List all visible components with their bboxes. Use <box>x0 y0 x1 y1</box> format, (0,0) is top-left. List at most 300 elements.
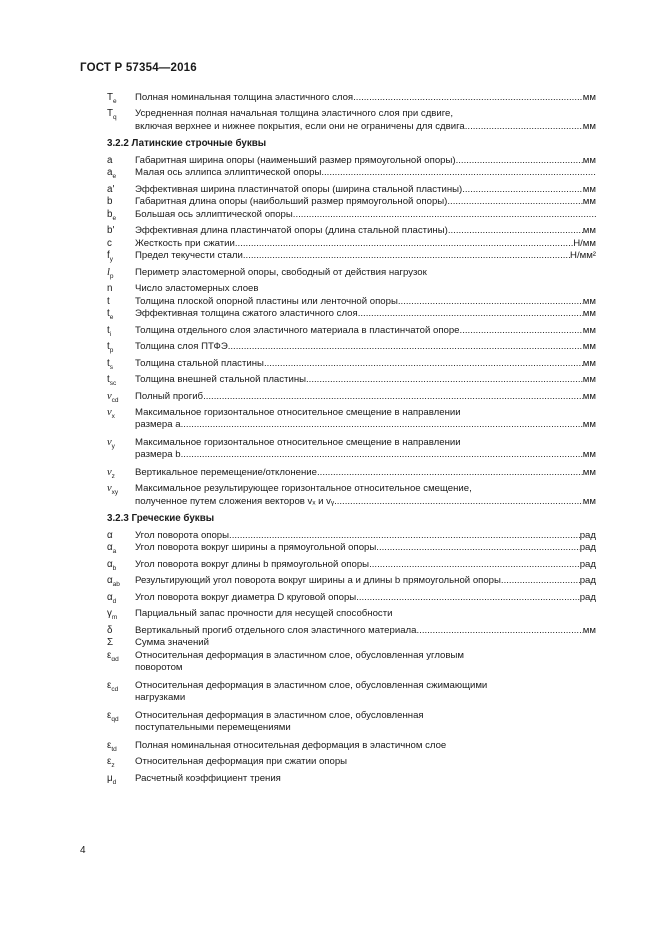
symbol-row <box>80 625 596 638</box>
symbol-letter: v <box>107 406 112 418</box>
symbol-letter: a <box>107 167 113 179</box>
description-line <box>135 121 596 134</box>
symbol-subscript: td <box>111 745 117 753</box>
dot-leader <box>353 92 583 105</box>
symbol <box>80 184 135 197</box>
symbol <box>80 437 135 462</box>
unit-label: мм <box>582 92 596 103</box>
symbol <box>80 308 135 324</box>
symbol <box>80 592 135 608</box>
symbol-row <box>80 483 596 508</box>
dot-leader <box>228 341 583 354</box>
unit-label: мм <box>582 357 596 369</box>
description-text: Вертикальный прогиб отдельного слоя эластичного материала <box>135 624 417 636</box>
symbol-row <box>80 209 596 225</box>
symbol-row <box>80 592 596 608</box>
symbol-description <box>135 680 596 705</box>
symbol-row <box>80 559 596 575</box>
symbol-subscript: z <box>111 472 115 480</box>
unit-label: мм <box>582 495 596 507</box>
symbol <box>80 575 135 591</box>
symbol-description <box>135 108 596 133</box>
description-text: Полный прогиб <box>135 390 204 402</box>
symbol <box>80 680 135 705</box>
symbol-letter: v <box>107 436 112 448</box>
unit-label: Н/мм <box>573 237 596 249</box>
symbol-letter: t <box>107 308 110 320</box>
symbol-letter: μ <box>107 772 113 784</box>
symbol-row <box>80 756 596 772</box>
description-line <box>135 341 596 354</box>
symbol-description <box>135 325 596 341</box>
symbol <box>80 108 135 133</box>
symbol-letter: l <box>107 266 110 278</box>
document-header: ГОСТ Р 57354—2016 <box>80 62 197 74</box>
symbol-description <box>135 92 596 108</box>
symbol-description <box>135 341 596 357</box>
symbol-row <box>80 773 596 789</box>
symbol-letter: α <box>107 542 113 554</box>
page-number: 4 <box>80 845 86 856</box>
symbol-row <box>80 92 596 108</box>
description-line <box>135 250 596 263</box>
unit-label: мм <box>582 341 596 353</box>
symbol-letter: a <box>107 154 113 166</box>
symbol-description <box>135 608 596 624</box>
symbol-row <box>80 167 596 183</box>
symbol-row <box>80 467 596 483</box>
symbol-subscript: x <box>111 412 115 420</box>
description-line <box>135 209 596 222</box>
symbol-row <box>80 296 596 309</box>
description-text: поступательными перемещениями <box>135 722 291 734</box>
description-line <box>135 267 596 280</box>
description-text: Эффективная толщина сжатого эластичного слоя <box>135 308 358 320</box>
description-text: полученное путем сложения векторов vₓ и vᵧ <box>135 495 335 507</box>
dot-leader <box>229 530 580 543</box>
symbol-subscript: a <box>112 548 117 556</box>
description-line <box>135 108 596 121</box>
symbol <box>80 756 135 772</box>
symbol-letter: T <box>107 92 113 103</box>
unit-label: мм <box>582 154 596 166</box>
description-line <box>135 542 596 555</box>
description-text: Относительная деформация при сжатии опоры <box>135 756 348 768</box>
unit-label: рад <box>579 529 596 541</box>
dot-leader <box>293 209 596 222</box>
description-line <box>135 773 596 786</box>
symbol-description <box>135 650 596 675</box>
symbol-subscript: s <box>109 363 113 371</box>
symbol <box>80 238 135 251</box>
symbol-row <box>80 637 596 650</box>
symbol-description <box>135 637 596 650</box>
description-line <box>135 92 596 105</box>
symbol-description <box>135 407 596 432</box>
symbol-subscript: ab <box>112 581 120 589</box>
symbol <box>80 391 135 407</box>
symbol-description <box>135 155 596 168</box>
symbol-subscript: z <box>111 762 115 770</box>
description-text: Габаритная ширина опоры (наименьший размер прямоугольной опоры) <box>135 154 456 166</box>
description-text: Усредненная полная начальная толщина эластичного слоя при сдвиге, <box>135 108 454 120</box>
symbol <box>80 209 135 225</box>
description-text: Относительная деформация в эластичном слое, обусловленная угловым <box>135 649 464 661</box>
symbol-letter: t <box>107 357 110 369</box>
symbol-letter: α <box>107 575 113 587</box>
symbol-row <box>80 710 596 735</box>
description-text: Эффективная длина пластинчатой опоры (длина стальной пластины) <box>135 225 448 237</box>
symbol-row <box>80 575 596 591</box>
description-text: размера a <box>135 419 181 431</box>
description-text: Угол поворота вокруг диаметра D круговой опоры <box>135 591 357 603</box>
symbol-letter: T <box>107 108 113 120</box>
description-text: Расчетный коэффициент трения <box>135 772 281 784</box>
dot-leader <box>465 121 583 134</box>
dot-leader <box>462 184 583 197</box>
symbol-row <box>80 740 596 756</box>
description-text: Полная номинальная относительная деформация в эластичном слое <box>135 739 447 751</box>
dot-leader <box>376 542 579 555</box>
description-line <box>135 692 596 705</box>
symbol-row <box>80 374 596 390</box>
unit-label: мм <box>582 225 596 237</box>
description-line <box>135 662 596 675</box>
symbol <box>80 196 135 209</box>
description-text: размера b <box>135 449 181 461</box>
dot-leader <box>369 559 580 572</box>
description-line <box>135 196 596 209</box>
symbol-letter: v <box>107 466 112 478</box>
symbol-letter: c <box>107 237 112 249</box>
description-text: нагрузками <box>135 692 186 704</box>
symbol-letter: ε <box>107 739 112 751</box>
symbol-row <box>80 155 596 168</box>
symbol-row <box>80 196 596 209</box>
symbol-description <box>135 559 596 575</box>
dot-leader <box>448 225 583 238</box>
symbol-row <box>80 358 596 374</box>
symbol-row <box>80 250 596 266</box>
symbol-description <box>135 530 596 543</box>
symbol-letter: ε <box>107 756 112 768</box>
symbol-subscript: qd <box>111 715 119 723</box>
symbol-letter: α <box>107 591 113 603</box>
symbol-description <box>135 756 596 772</box>
description-line <box>135 419 596 432</box>
dot-leader <box>460 325 583 338</box>
symbol-letter: b <box>107 196 113 208</box>
description-line <box>135 467 596 480</box>
description-line <box>135 437 596 450</box>
description-line <box>135 592 596 605</box>
symbol <box>80 773 135 789</box>
symbol-letter: γ <box>107 608 112 620</box>
description-line <box>135 238 596 251</box>
description-text: Парциальный запас прочности для несущей способности <box>135 608 393 620</box>
section-heading: 3.2.2 Латинские строчные буквы <box>107 138 267 150</box>
description-line <box>135 283 596 296</box>
dot-leader <box>264 358 583 371</box>
description-line <box>135 650 596 663</box>
symbol-description <box>135 296 596 309</box>
symbol-description <box>135 575 596 591</box>
symbol <box>80 559 135 575</box>
symbol-letter: a' <box>107 183 115 195</box>
description-line <box>135 710 596 723</box>
symbol <box>80 155 135 168</box>
symbol-letter: δ <box>107 624 113 636</box>
symbol-row <box>80 407 596 432</box>
description-line <box>135 391 596 404</box>
symbol-letter: v <box>107 390 112 402</box>
symbol <box>80 250 135 266</box>
symbol-subscript: cd <box>111 396 119 404</box>
unit-label: мм <box>582 374 596 386</box>
symbol-description <box>135 542 596 558</box>
description-text: поворотом <box>135 662 183 674</box>
symbol-row <box>80 437 596 462</box>
description-text: Относительная деформация в эластичном слое, обусловленная <box>135 709 424 721</box>
symbol <box>80 407 135 432</box>
symbol <box>80 467 135 483</box>
description-line <box>135 680 596 693</box>
symbol-row <box>80 325 596 341</box>
description-text: Полная номинальная толщина эластичного слоя <box>135 92 354 103</box>
symbol-subscript: e <box>112 97 117 105</box>
symbol-row <box>80 530 596 543</box>
symbol-letter: f <box>107 250 110 262</box>
dot-leader <box>181 419 583 432</box>
symbol-description <box>135 391 596 407</box>
symbol-letter: t <box>107 374 110 386</box>
description-text: Максимальное горизонтальное относительное смещение в направлении <box>135 406 461 418</box>
symbol-row <box>80 341 596 357</box>
dot-leader <box>306 374 583 387</box>
description-text: Относительная деформация в эластичном слое, обусловленная сжимающими <box>135 679 488 691</box>
symbol-subscript: d <box>112 597 117 605</box>
description-line <box>135 559 596 572</box>
symbol <box>80 608 135 624</box>
symbol <box>80 341 135 357</box>
symbol <box>80 530 135 543</box>
description-text: Толщина слоя ПТФЭ <box>135 341 228 353</box>
description-line <box>135 184 596 197</box>
description-text: Габаритная длина опоры (наибольший размер прямоугольной опоры) <box>135 196 448 208</box>
symbol-row <box>80 391 596 407</box>
description-line <box>135 637 596 650</box>
description-line <box>135 308 596 321</box>
description-text: Большая ось эллиптической опоры <box>135 208 293 220</box>
symbol-description <box>135 773 596 789</box>
symbol-letter: v <box>107 483 112 495</box>
description-text: Угол поворота вокруг ширины a прямоугольной опоры <box>135 542 377 554</box>
unit-label: рад <box>579 575 596 587</box>
dot-leader <box>456 155 583 168</box>
symbol <box>80 542 135 558</box>
symbol <box>80 483 135 508</box>
dot-leader <box>321 167 596 180</box>
symbol-subscript: cd <box>111 685 119 693</box>
description-text: Максимальное горизонтальное относительное смещение в направлении <box>135 436 461 448</box>
description-text: Толщина отдельного слоя эластичного материала в пластинчатой опоре <box>135 324 460 336</box>
dot-leader <box>356 592 580 605</box>
symbol <box>80 167 135 183</box>
symbol-subscript: b <box>112 564 117 572</box>
symbol-row <box>80 225 596 238</box>
symbol-subscript: y <box>111 442 115 450</box>
symbol-description <box>135 238 596 251</box>
symbol-row <box>80 108 596 133</box>
symbol-letter: b' <box>107 225 115 237</box>
symbol-description <box>135 267 596 283</box>
description-line <box>135 740 596 753</box>
description-line <box>135 625 596 638</box>
section-heading: 3.2.3 Греческие буквы <box>107 513 215 525</box>
unit-label: рад <box>579 591 596 603</box>
description-line <box>135 167 596 180</box>
symbol-letter: Σ <box>107 637 114 649</box>
description-line <box>135 530 596 543</box>
symbol-description <box>135 209 596 225</box>
symbol-letter: ε <box>107 679 112 691</box>
symbol-subscript: y <box>109 256 113 264</box>
symbol-letter: α <box>107 529 113 541</box>
symbol-description <box>135 250 596 266</box>
description-text: Толщина плоской опорной пластины или ленточной опоры <box>135 295 398 307</box>
symbol <box>80 225 135 238</box>
symbol-subscript: p <box>109 347 114 355</box>
dot-leader <box>317 467 583 480</box>
description-line <box>135 608 596 621</box>
symbol <box>80 637 135 650</box>
dot-leader <box>334 496 583 509</box>
symbol-row <box>80 608 596 624</box>
symbol-description <box>135 196 596 209</box>
description-line <box>135 449 596 462</box>
symbol-description <box>135 184 596 197</box>
symbol-row <box>80 650 596 675</box>
symbol-subscript: m <box>111 614 118 622</box>
description-line <box>135 575 596 588</box>
unit-label: мм <box>582 466 596 478</box>
symbol-letter: b <box>107 208 113 220</box>
symbol-description <box>135 358 596 374</box>
dot-leader <box>181 449 583 462</box>
description-line <box>135 483 596 496</box>
symbol-letter: ε <box>107 709 112 721</box>
symbol-subscript: e <box>112 214 117 222</box>
symbol <box>80 374 135 390</box>
symbol-row <box>80 184 596 197</box>
unit-label: мм <box>582 449 596 461</box>
description-line <box>135 325 596 338</box>
symbol-subscript: q <box>112 114 117 122</box>
description-text: Угол поворота опоры <box>135 529 230 541</box>
symbols-list <box>80 92 596 789</box>
symbol-letter: t <box>107 295 110 307</box>
symbol-letter: ε <box>107 649 112 661</box>
symbol-description <box>135 467 596 483</box>
description-text: Сумма значений <box>135 637 209 649</box>
symbol-description <box>135 283 596 296</box>
symbol <box>80 625 135 638</box>
unit-label: рад <box>579 542 596 554</box>
dot-leader <box>416 625 582 638</box>
description-text: Толщина стальной пластины <box>135 357 264 369</box>
description-text: Жесткость при сжатии <box>135 237 235 249</box>
description-line <box>135 225 596 238</box>
symbol-row <box>80 308 596 324</box>
dot-leader <box>203 391 583 404</box>
symbol-letter: t <box>107 324 110 336</box>
symbol-description <box>135 167 596 183</box>
symbol <box>80 92 135 108</box>
symbol-description <box>135 225 596 238</box>
symbol-subscript: e <box>112 173 117 181</box>
description-line <box>135 155 596 168</box>
description-text: Вертикальное перемещение/отклонение <box>135 466 317 478</box>
symbol-subscript: d <box>112 778 117 786</box>
symbol <box>80 358 135 374</box>
unit-label: мм <box>582 390 596 402</box>
symbol-row <box>80 680 596 705</box>
symbol <box>80 740 135 756</box>
symbol-row <box>80 267 596 283</box>
symbol <box>80 650 135 675</box>
dot-leader <box>235 238 573 251</box>
unit-label: рад <box>579 558 596 570</box>
unit-label: мм <box>582 308 596 320</box>
symbol-row <box>80 542 596 558</box>
description-text: включая верхнее и нижнее покрытия, если они не ограничены для сдвига <box>135 120 465 132</box>
symbol-description <box>135 483 596 508</box>
symbol-description <box>135 437 596 462</box>
symbol-subscript: p <box>109 272 114 280</box>
symbol-letter: α <box>107 558 113 570</box>
description-text: Число эластомерных слоев <box>135 283 259 295</box>
unit-label: мм <box>582 183 596 195</box>
unit-label: мм <box>582 419 596 431</box>
description-line <box>135 722 596 735</box>
dot-leader <box>358 308 583 321</box>
description-line <box>135 496 596 509</box>
description-text: Периметр эластомерной опоры, свободный от действия нагрузок <box>135 266 427 278</box>
symbol-description <box>135 308 596 324</box>
symbol-letter: t <box>107 341 110 353</box>
symbol-row <box>80 283 596 296</box>
description-text: Малая ось эллипса эллиптической опоры <box>135 167 322 179</box>
symbol-description <box>135 374 596 390</box>
description-line <box>135 374 596 387</box>
symbol-description <box>135 740 596 756</box>
symbol-subscript: sc <box>109 380 117 388</box>
dot-leader <box>243 250 570 263</box>
symbol <box>80 283 135 296</box>
symbol-row <box>80 238 596 251</box>
description-line <box>135 296 596 309</box>
dot-leader <box>398 296 583 309</box>
description-text: Максимальное результирующее горизонтальное относительное смещение, <box>135 483 472 495</box>
description-text: Предел текучести стали <box>135 250 243 262</box>
unit-label: Н/мм² <box>570 250 596 262</box>
symbol-description <box>135 592 596 608</box>
description-text: Результирующий угол поворота вокруг ширины a и длины b прямоугольной опоры <box>135 575 501 587</box>
symbol-description <box>135 710 596 735</box>
description-text: Угол поворота вокруг длины b прямоугольной опоры <box>135 558 370 570</box>
unit-label: мм <box>582 295 596 307</box>
unit-label: мм <box>582 324 596 336</box>
